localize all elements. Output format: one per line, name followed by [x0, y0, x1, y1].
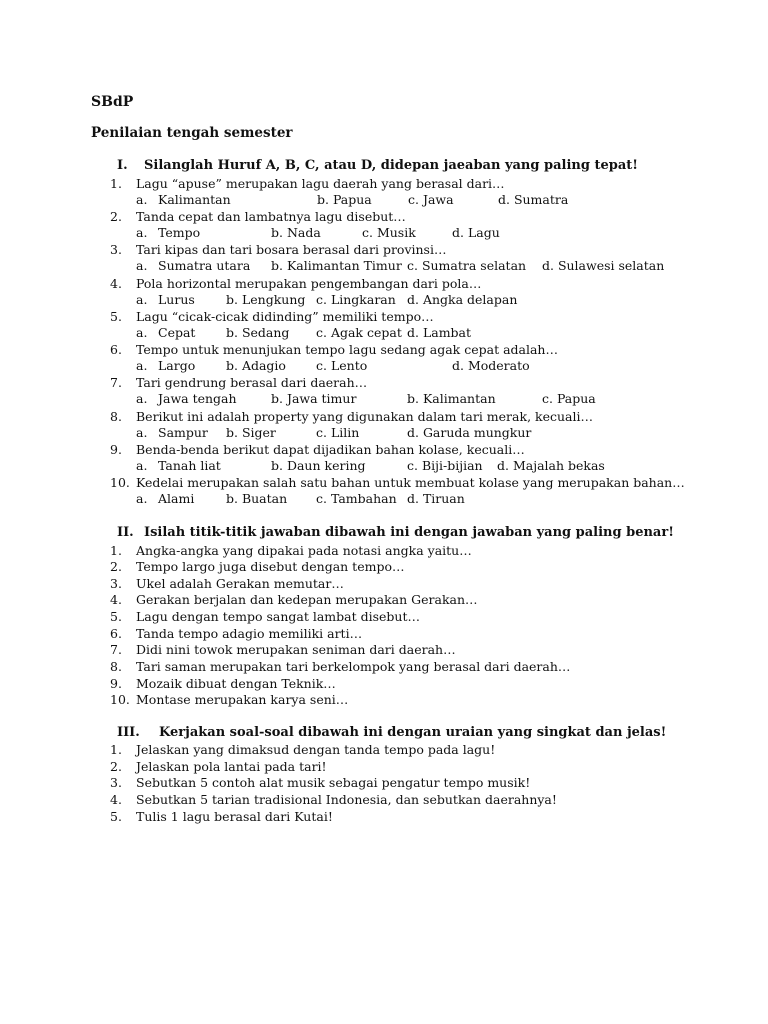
question-text: Tari saman merupakan tari berkelompok yang berasal dari daerah…	[136, 659, 571, 674]
question-text: Tanda tempo adagio memiliki arti…	[136, 626, 363, 641]
question-text: Sebutkan 5 tarian tradisional Indonesia, dan sebutkan daerahnya!	[136, 792, 557, 807]
question-text: Jelaskan pola lantai pada tari!	[136, 759, 327, 774]
question-text: Didi nini towok merupakan seniman dari daerah…	[136, 642, 456, 657]
option-marker: a.	[136, 258, 148, 273]
option-a: Lurus	[158, 292, 195, 307]
option-b: b. Jawa timur	[271, 391, 357, 406]
section-instruction: Isilah titik-titik jawaban dibawah ini dengan jawaban yang paling benar!	[144, 525, 674, 540]
question-number: 1.	[110, 742, 122, 757]
option-marker: a.	[136, 458, 148, 473]
option-marker: a.	[136, 225, 148, 240]
question-text: Lagu “apuse” merupakan lagu daerah yang berasal dari…	[136, 176, 505, 191]
option-d: d. Sumatra	[498, 192, 569, 207]
question-text: Benda-benda berikut dapat dijadikan bahan kolase, kecuali…	[136, 442, 525, 457]
question-text: Pola horizontal merupakan pengembangan dari pola…	[136, 276, 482, 291]
question-number: 5.	[110, 609, 122, 624]
option-b: b. Kalimantan Timur	[271, 258, 402, 273]
option-b: b. Papua	[317, 192, 372, 207]
question-text: Ukel adalah Gerakan memutar…	[136, 576, 344, 591]
section-instruction: Kerjakan soal-soal dibawah ini dengan uraian yang singkat dan jelas!	[159, 725, 667, 740]
option-marker: a.	[136, 391, 148, 406]
question-number: 10.	[110, 692, 130, 707]
option-b: b. Daun kering	[271, 458, 366, 473]
option-b: b. Adagio	[226, 358, 286, 373]
option-a: Kalimantan	[158, 192, 231, 207]
question-number: 8.	[110, 409, 122, 424]
question-text: Tari gendrung berasal dari daerah…	[136, 375, 368, 390]
question-text: Montase merupakan karya seni…	[136, 692, 349, 707]
option-marker: a.	[136, 325, 148, 340]
option-b: b. Sedang	[226, 325, 290, 340]
section-number: II.	[117, 525, 134, 540]
question-number: 1.	[110, 176, 122, 191]
question-text: Lagu dengan tempo sangat lambat disebut…	[136, 609, 420, 624]
question-number: 3.	[110, 242, 122, 257]
option-c: c. Agak cepat	[316, 325, 402, 340]
option-d: d. Tiruan	[407, 491, 465, 506]
option-marker: a.	[136, 491, 148, 506]
question-number: 7.	[110, 642, 122, 657]
question-number: 10.	[110, 475, 130, 490]
question-number: 2.	[110, 759, 122, 774]
option-d: d. Angka delapan	[407, 292, 518, 307]
section-number: III.	[117, 725, 140, 740]
question-text: Kedelai merupakan salah satu bahan untuk membuat kolase yang merupakan bahan…	[136, 475, 685, 490]
question-number: 9.	[110, 676, 122, 691]
question-text: Tulis 1 lagu berasal dari Kutai!	[136, 809, 333, 824]
exam-title: Penilaian tengah semester	[91, 125, 293, 141]
option-b: b. Lengkung	[226, 292, 306, 307]
option-a: Sampur	[158, 425, 208, 440]
question-number: 8.	[110, 659, 122, 674]
option-d: d. Moderato	[452, 358, 530, 373]
option-a: Cepat	[158, 325, 196, 340]
option-marker: a.	[136, 192, 148, 207]
option-marker: a.	[136, 358, 148, 373]
option-c: b. Kalimantan	[407, 391, 496, 406]
question-text: Mozaik dibuat dengan Teknik…	[136, 676, 336, 691]
question-text: Jelaskan yang dimaksud dengan tanda tempo pada lagu!	[136, 742, 496, 757]
option-c: c. Jawa	[408, 192, 454, 207]
option-b: b. Siger	[226, 425, 276, 440]
option-c: c. Musik	[362, 225, 416, 240]
question-number: 6.	[110, 342, 122, 357]
question-number: 3.	[110, 576, 122, 591]
option-d: d. Garuda mungkur	[407, 425, 532, 440]
question-number: 6.	[110, 626, 122, 641]
question-number: 4.	[110, 792, 122, 807]
question-number: 4.	[110, 592, 122, 607]
option-d: d. Sulawesi selatan	[542, 258, 665, 273]
option-c: c. Lento	[316, 358, 368, 373]
option-d: d. Lagu	[452, 225, 500, 240]
question-number: 5.	[110, 809, 122, 824]
option-b: b. Nada	[271, 225, 321, 240]
option-a: Alami	[158, 491, 195, 506]
option-marker: a.	[136, 292, 148, 307]
question-text: Tempo largo juga disebut dengan tempo…	[136, 559, 405, 574]
option-d: c. Papua	[542, 391, 596, 406]
option-a: Largo	[158, 358, 196, 373]
option-a: Jawa tengah	[158, 391, 237, 406]
option-c: c. Lilin	[316, 425, 360, 440]
question-number: 9.	[110, 442, 122, 457]
question-text: Lagu “cicak-cicak didinding” memiliki tempo…	[136, 309, 434, 324]
question-text: Angka-angka yang dipakai pada notasi angka yaitu…	[136, 543, 472, 558]
section-instruction: Silanglah Huruf A, B, C, atau D, didepan jaeaban yang paling tepat!	[144, 158, 638, 173]
option-d: d. Majalah bekas	[497, 458, 605, 473]
question-text: Tari kipas dan tari bosara berasal dari provinsi…	[136, 242, 447, 257]
question-number: 4.	[110, 276, 122, 291]
question-text: Gerakan berjalan dan kedepan merupakan Gerakan…	[136, 592, 478, 607]
question-number: 7.	[110, 375, 122, 390]
question-text: Tanda cepat dan lambatnya lagu disebut…	[136, 209, 406, 224]
option-c: c. Sumatra selatan	[407, 258, 527, 273]
option-a: Tempo	[158, 225, 201, 240]
option-a: Tanah liat	[158, 458, 221, 473]
question-text: Berikut ini adalah property yang digunakan dalam tari merak, kecuali…	[136, 409, 593, 424]
question-number: 2.	[110, 559, 122, 574]
option-b: b. Buatan	[226, 491, 288, 506]
option-a: Sumatra utara	[158, 258, 251, 273]
question-number: 1.	[110, 543, 122, 558]
question-text: Tempo untuk menunjukan tempo lagu sedang agak cepat adalah…	[136, 342, 558, 357]
option-c: c. Lingkaran	[316, 292, 396, 307]
question-number: 3.	[110, 775, 122, 790]
question-number: 5.	[110, 309, 122, 324]
option-marker: a.	[136, 425, 148, 440]
section-number: I.	[117, 158, 128, 173]
subject-title: SBdP	[91, 94, 134, 110]
question-number: 2.	[110, 209, 122, 224]
option-c: c. Biji-bijian	[407, 458, 483, 473]
question-text: Sebutkan 5 contoh alat musik sebagai pengatur tempo musik!	[136, 775, 531, 790]
option-d: d. Lambat	[407, 325, 472, 340]
option-c: c. Tambahan	[316, 491, 397, 506]
